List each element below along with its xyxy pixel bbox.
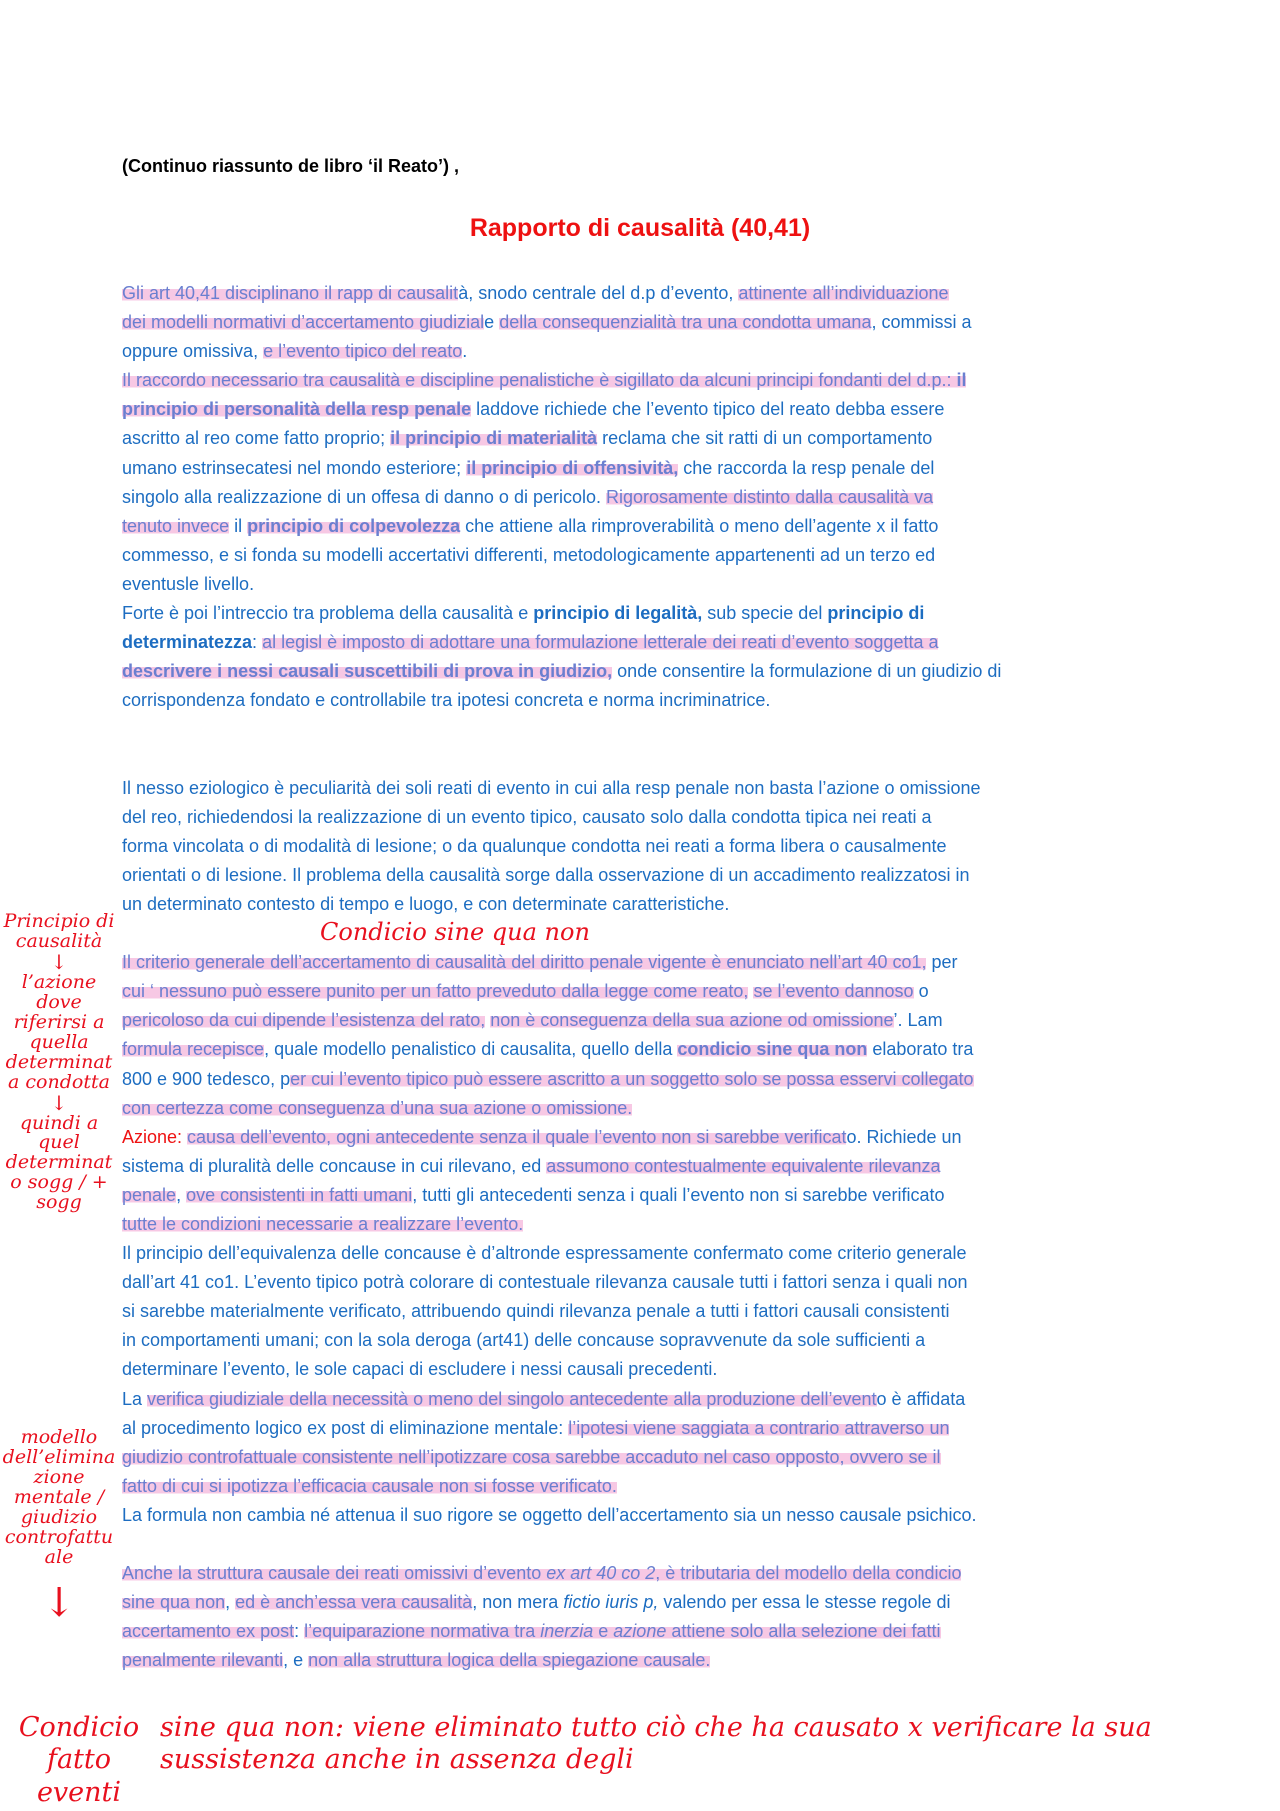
text-segment: , xyxy=(176,1184,187,1205)
text-segment: La xyxy=(122,1388,148,1409)
blank-line xyxy=(122,745,1182,774)
text-line xyxy=(122,1268,1182,1297)
highlighted-text: accertamento ex post xyxy=(122,1621,295,1642)
highlighted-text: non alla struttura logica della spiegazione causale. xyxy=(308,1650,711,1671)
text-line xyxy=(122,774,1182,803)
highlighted-text: attinente all’individuazione xyxy=(738,283,949,303)
text-line xyxy=(122,483,1182,512)
text-segment: , commissi a xyxy=(871,312,972,333)
handwritten-line: modello dell’eliminazione mentale / giudizio controfattuale xyxy=(2,1426,116,1568)
text-line xyxy=(122,803,1182,832)
text-line xyxy=(122,1355,1182,1384)
text-segment: ascritto al reo come fatto proprio; xyxy=(122,428,391,449)
text-segment: , tutti gli antecedenti senza i quali l’evento non si sarebbe verificato xyxy=(412,1184,945,1205)
text-segment: orientati o di lesione. Il problema della causalità sorge dalla osservazione di un accadimento realizzatosi in xyxy=(122,864,970,885)
text-line xyxy=(122,1414,1182,1443)
highlighted-text: causa dell’evento, ogni antecedente senza il quale l’evento non si sarebbe verificat xyxy=(187,1126,847,1147)
bold-text: determinatezza xyxy=(122,632,253,653)
text-segment: sistema di pluralità delle concause in cui rilevano, ed xyxy=(122,1155,547,1176)
text-line xyxy=(122,1006,1182,1035)
handwritten-margin-note-causality xyxy=(2,912,116,1213)
text-segment: Il principio dell’equivalenza delle concause è d’altronde espressamente confermato come criterio generale xyxy=(122,1243,967,1264)
text-line xyxy=(122,890,1182,919)
text-line xyxy=(122,279,1182,308)
highlighted-text: della consequenzialità tra una condotta umana xyxy=(499,312,872,333)
handwritten-line: Principio di causalità xyxy=(3,910,115,952)
down-arrow-icon: ↓ xyxy=(42,1579,76,1626)
highlighted-text: con certezza come conseguenza d’una sua azione o omissione. xyxy=(122,1097,633,1118)
text-segment: sub specie del xyxy=(702,603,828,624)
text-segment: in comportamenti umani; con la sola deroga (art41) delle concause sopravvenute da sole sufficienti a xyxy=(122,1330,926,1351)
bold-text: principio di xyxy=(827,603,925,624)
text-segment: dall’art 41 co1. L’evento tipico potrà colorare di contestuale rilevanza causale tutti i fattori senza i quali non xyxy=(122,1272,968,1293)
text-line xyxy=(122,1035,1182,1064)
highlighted-text: azione xyxy=(613,1621,667,1642)
text-line xyxy=(122,1646,1182,1675)
bold-text: principio di legalità, xyxy=(533,603,703,624)
text-segment: , e xyxy=(283,1650,309,1671)
text-segment: singolo alla realizzazione di un offesa di danno o di pericolo. xyxy=(122,486,606,507)
highlighted-text: l’ipotesi viene saggiata a contrario attraverso un xyxy=(568,1417,950,1438)
text-line xyxy=(122,570,1182,599)
text-segment: o è affidata xyxy=(876,1388,966,1409)
text-line xyxy=(122,686,1182,715)
handwritten-note-condicio: Condicio sine qua non xyxy=(320,918,590,946)
text-line xyxy=(122,1385,1182,1414)
text-line xyxy=(122,1181,1182,1210)
text-segment: , xyxy=(225,1592,236,1613)
handwritten-margin-note-model xyxy=(2,1428,116,1624)
text-segment: commesso, e si fonda su modelli accertativi differenti, metodologicamente appartenenti ad un terzo ed xyxy=(122,544,936,565)
highlighted-text: tutte le condizioni necessarie a realizzare l’evento. xyxy=(122,1214,524,1234)
document-body xyxy=(122,279,1182,1676)
highlighted-text: sine qua non xyxy=(122,1592,226,1613)
text-segment: elaborato tra xyxy=(867,1039,974,1060)
highlighted-text: e xyxy=(593,1621,614,1642)
highlighted-text: non è conseguenza della sua azione od omissione xyxy=(490,1010,894,1031)
highlighted-text: verifica giudiziale della necessità o meno del singolo antecedente alla produzione dell’event xyxy=(147,1388,877,1409)
blank-line xyxy=(122,1530,1182,1559)
text-segment: o xyxy=(913,981,929,1002)
text-segment: , quale modello penalistico di causalita, quello della xyxy=(264,1039,678,1060)
highlighted-text: tenuto invece xyxy=(122,515,230,536)
text-line xyxy=(122,424,1182,453)
text-line xyxy=(122,1152,1182,1181)
text-segment: per xyxy=(926,952,958,973)
highlighted-text: penalmente rilevanti xyxy=(122,1650,284,1671)
highlighted-text: Anche la struttura causale dei reati omissivi d’evento xyxy=(122,1563,547,1584)
text-segment: che raccorda la resp penale del xyxy=(678,457,935,478)
handwritten-note-bottom-left: Condicio fatto eventi xyxy=(18,1712,140,1808)
text-segment: Azione: xyxy=(122,1126,188,1147)
text-line xyxy=(122,1297,1182,1326)
text-segment: corrispondenza fondato e controllabile tra ipotesi concreta e norma incriminatrice. xyxy=(122,690,771,711)
highlighted-text: fatto di cui si ipotizza l’efficacia causale non si fosse verificato. xyxy=(122,1475,617,1496)
text-line xyxy=(122,337,1182,366)
down-arrow-icon: ↓ xyxy=(50,949,68,974)
text-line xyxy=(122,1094,1182,1123)
highlighted-text: il principio di materialità xyxy=(390,428,598,449)
text-line xyxy=(122,395,1182,424)
text-segment: al procedimento logico ex post di eliminazione mentale: xyxy=(122,1417,569,1438)
text-line xyxy=(122,512,1182,541)
text-line xyxy=(122,861,1182,890)
text-line xyxy=(122,1210,1182,1239)
highlighted-text: Il raccordo necessario tra causalità e discipline penalistiche è sigillato da alcuni principi fondanti del d.p.: xyxy=(122,370,957,391)
text-line xyxy=(122,541,1182,570)
text-line xyxy=(122,1065,1182,1094)
text-segment: e xyxy=(484,312,500,333)
text-line xyxy=(122,948,1182,977)
blank-line xyxy=(122,919,1182,948)
document-header: (Continuo riassunto de libro ‘il Reato’) , xyxy=(122,156,459,176)
highlighted-text: condicio sine qua non xyxy=(677,1039,868,1060)
text-segment: forma vincolata o di modalità di lesione; o da qualunque condotta nei reati a forma libera o causalmente xyxy=(122,835,947,856)
highlighted-text: Rigorosamente distinto dalla causalità va xyxy=(606,486,934,507)
text-segment: si sarebbe materialmente verificato, attribuendo quindi rilevanza penale a tutti i fattori causali consistenti xyxy=(122,1301,950,1322)
highlighted-text: formula recepisce xyxy=(122,1039,265,1060)
text-segment: à, snodo centrale del d.p d’evento, xyxy=(458,283,739,303)
highlighted-text: penale xyxy=(122,1184,177,1205)
text-segment: eventusle livello. xyxy=(122,573,255,594)
highlighted-text: descrivere i nessi causali suscettibili di prova in giudizio, xyxy=(122,661,613,682)
highlighted-text: principio di colpevolezza xyxy=(247,515,461,536)
highlighted-text: inerzia xyxy=(540,1621,594,1642)
text-segment: . xyxy=(462,341,468,362)
text-segment: umano estrinsecatesi nel mondo esteriore; xyxy=(122,457,467,478)
highlighted-text: e l’evento tipico del reato xyxy=(263,341,463,362)
highlighted-text: se l’evento dannoso xyxy=(753,981,914,1002)
highlighted-text: principio di personalità della resp penale xyxy=(122,399,472,420)
text-segment: oppure omissiva, xyxy=(122,341,264,362)
text-line xyxy=(122,1617,1182,1646)
text-line xyxy=(122,1326,1182,1355)
text-line xyxy=(122,1559,1182,1588)
down-arrow-icon: ↓ xyxy=(50,1090,68,1115)
text-segment: Il nesso eziologico è peculiarità dei soli reati di evento in cui alla resp penale non basta l’azione o omissione xyxy=(122,777,981,798)
highlighted-text: il principio di offensività, xyxy=(466,457,679,478)
text-segment: o. Richiede un xyxy=(846,1126,962,1147)
highlighted-text: giudizio controfattuale consistente nell’ipotizzare cosa sarebbe accaduto nel caso opposto, ovvero se il xyxy=(122,1446,941,1467)
text-segment: reclama che sit ratti di un comportamento xyxy=(597,428,933,449)
blank-line xyxy=(122,715,1182,744)
text-segment: laddove richiede che l’evento tipico del reato debba essere xyxy=(471,399,945,420)
text-line xyxy=(122,657,1182,686)
highlighted-text: il xyxy=(956,370,967,391)
highlighted-text: , è tributaria del modello della condicio xyxy=(655,1563,962,1584)
text-line xyxy=(122,628,1182,657)
highlighted-text: dei modelli normativi d’accertamento giudizial xyxy=(122,312,485,333)
highlighted-text: l’equiparazione normativa tra xyxy=(304,1621,541,1642)
text-line xyxy=(122,832,1182,861)
text-line xyxy=(122,1239,1182,1268)
text-segment: fictio iuris p, xyxy=(563,1592,659,1613)
highlighted-text: ove consistenti in fatti umani xyxy=(186,1184,413,1205)
highlighted-text: attiene solo alla selezione dei fatti xyxy=(666,1621,941,1642)
text-segment: un determinato contesto di tempo e luogo, e con determinate caratteristiche. xyxy=(122,893,730,914)
handwritten-line: l’azione dove riferirsi a quella determinata condotta xyxy=(5,970,113,1093)
text-segment: : xyxy=(252,632,263,653)
section-title: Rapporto di causalità (40,41) xyxy=(469,214,811,242)
highlighted-text: ed è anch’essa vera causalità xyxy=(235,1592,473,1613)
highlighted-text: pericoloso da cui dipende l’esistenza del rato, xyxy=(122,1010,486,1031)
text-line xyxy=(122,977,1182,1006)
text-line xyxy=(122,1588,1182,1617)
text-line xyxy=(122,454,1182,483)
text-segment: il xyxy=(229,515,248,536)
highlighted-text: assumono contestualmente equivalente rilevanza xyxy=(546,1155,941,1176)
highlighted-text: Gli art 40,41 disciplinano il rapp di causalit xyxy=(122,283,459,303)
highlighted-text: ex art 40 co 2 xyxy=(546,1563,656,1584)
text-segment: La formula non cambia né attenua il suo rigore se oggetto dell’accertamento sia un nesso causale psichico. xyxy=(122,1504,977,1525)
text-line xyxy=(122,1501,1182,1530)
highlighted-text: cui ‘ nessuno può essere punito per un fatto preveduto dalla legge come reato, xyxy=(122,981,749,1002)
text-segment: ’. Lam xyxy=(893,1010,943,1031)
handwritten-note-bottom: sine qua non: viene eliminato tutto ciò che ha causato x verificare la sua sussistenza anche in assenza degli xyxy=(160,1712,1152,1776)
highlighted-text: er cui l’evento tipico può essere ascritto a un soggetto solo se possa esservi collegato xyxy=(290,1068,974,1089)
text-line xyxy=(122,1472,1182,1501)
text-line xyxy=(122,599,1182,628)
text-segment: che attiene alla rimproverabilità o meno dell’agente x il fatto xyxy=(460,515,939,536)
text-segment: determinare l’evento, le sole capaci di escludere i nessi causali precedenti. xyxy=(122,1359,718,1380)
text-line xyxy=(122,1123,1182,1152)
handwritten-line: quindi a quel determinato sogg / + sogg xyxy=(5,1111,113,1214)
text-segment: valendo per essa le stesse regole di xyxy=(658,1592,951,1613)
text-segment: onde consentire la formulazione di un giudizio di xyxy=(612,661,1002,682)
text-segment: , non mera xyxy=(472,1592,564,1613)
text-segment: Forte è poi l’intreccio tra problema della causalità e xyxy=(122,603,534,624)
text-line xyxy=(122,308,1182,337)
highlighted-text: Il criterio generale dell’accertamento di causalità del diritto penale vigente è enunciato nell’art 40 co1, xyxy=(122,952,927,973)
text-segment: 800 e 900 tedesco, p xyxy=(122,1068,291,1089)
text-segment: : xyxy=(294,1621,305,1642)
text-segment: del reo, richiedendosi la realizzazione di un evento tipico, causato solo dalla condotta tipica nei reati a xyxy=(122,806,932,827)
highlighted-text: al legisl è imposto di adottare una formulazione letterale dei reati d’evento soggetta a xyxy=(262,632,939,653)
text-line xyxy=(122,366,1182,395)
text-line xyxy=(122,1443,1182,1472)
